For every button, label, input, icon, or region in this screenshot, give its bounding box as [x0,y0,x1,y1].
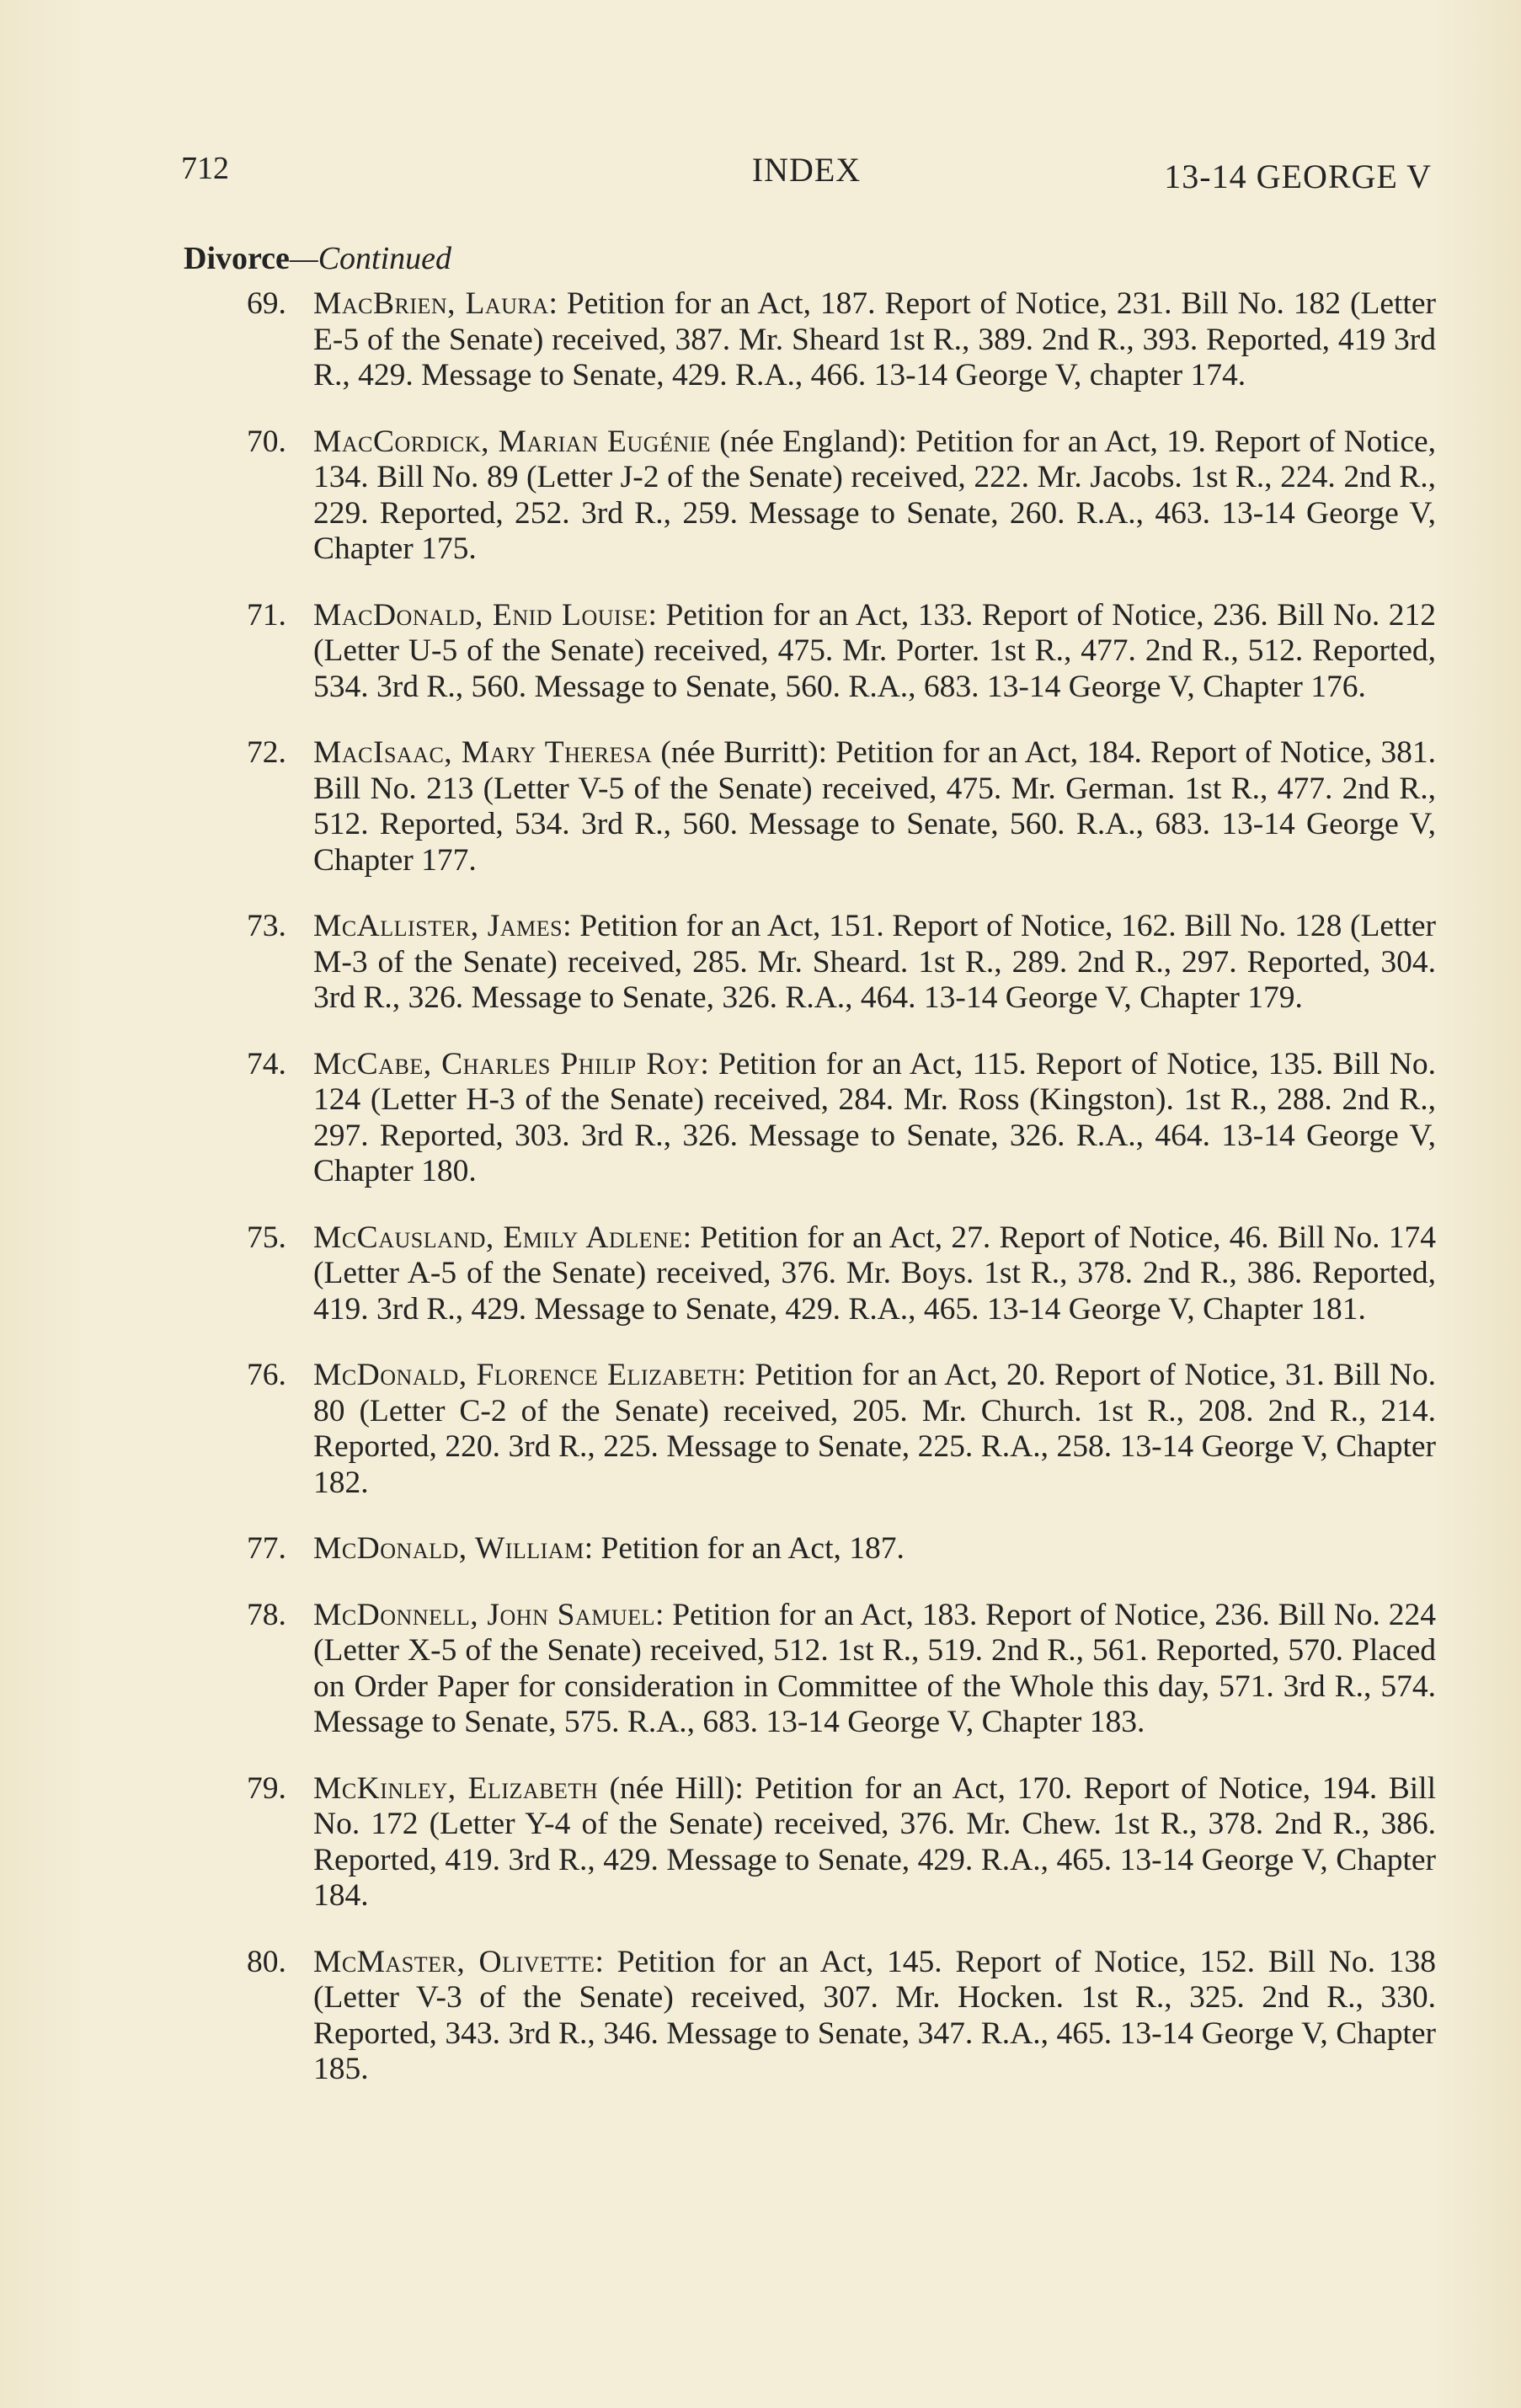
entry-number: 79. [247,1770,286,1806]
entry-list [181,286,1436,2118]
list-item [181,909,1436,1017]
entry-text: : Petition for an Act, 27. Report of Notice, 46. Bill No. 174 (Letter A-5 of the Senate) received, 376. Mr. Boys. 1st R., 378. 2nd R., 386. Reported, 419. 3rd R., 429. Message to Senate, 429. R.A., 465. 13-14 George V, Chapter 181. [313,1220,1436,1327]
entry-text: (née Burritt): Petition for an Act, 184. Report of Notice, 381. Bill No. 213 (Letter V-5 of the Senate) received, 475. Mr. German. 1st R., 477. 2nd R., 512. Reported, 534. 3rd R., 560. Message to Senate, 560. R.A., 683. 13-14 George V, Chapter 177. [313,735,1436,878]
list-item [181,286,1436,394]
entry-text: (née England): Petition for an Act, 19. Report of Notice, 134. Bill No. 89 (Letter J-2 of the Senate) received, 222. Mr. Jacobs. 1st R., 224. 2nd R., 229. Reported, 252. 3rd R., 259. Message to Senate, 260. R.A., 463. 13-14 George V, Chapter 175. [313,424,1436,566]
list-item [181,598,1436,706]
list-item [181,735,1436,878]
list-item [181,1047,1436,1190]
entry-number: 70. [247,424,286,459]
session-label: 13-14 GEORGE V [1164,158,1432,195]
entry-name: McDonald, William [313,1531,584,1566]
entry-text: : Petition for an Act, 145. Report of Notice, 152. Bill No. 138 (Letter V-3 of the Senate) received, 307. Mr. Hocken. 1st R., 325. 2nd R., 330. Reported, 343. 3rd R., 346. Message to Senate, 347. R.A., 465. 13-14 George V, Chapter 185. [313,1944,1436,2086]
list-item [181,1220,1436,1328]
entry-number: 78. [247,1597,286,1632]
entry-name: MacBrien, Laura [313,286,549,321]
list-item [181,1598,1436,1741]
running-head [181,150,1432,200]
entry-name: McCausland, Emily Adlene [313,1220,683,1255]
entry-name: McCabe, Charles Philip Roy [313,1046,701,1081]
page-number: 712 [181,151,229,186]
entry-name: MacCordick, Marian Eugénie [313,424,712,459]
entry-text: : Petition for an Act, 187. [584,1531,905,1566]
entry-number: 72. [247,735,286,770]
entry-name: McDonald, Florence Elizabeth [313,1358,738,1392]
entry-name: MacIsaac, Mary Theresa [313,735,653,770]
page-title: INDEX [751,151,862,189]
section-heading [184,240,451,277]
entry-text: : Petition for an Act, 133. Report of Notice, 236. Bill No. 212 (Letter U-5 of the Senate) received, 475. Mr. Porter. 1st R., 477. 2nd R., 512. Reported, 534. 3rd R., 560. Message to Senate, 560. R.A., 683. 13-14 George V, Chapter 176. [313,597,1436,704]
entry-number: 75. [247,1220,286,1255]
entry-name: McDonnell, John Samuel [313,1597,655,1632]
list-item [181,424,1436,568]
entry-number: 69. [247,286,286,321]
list-item [181,1945,1436,2088]
entry-text: (née Hill): Petition for an Act, 170. Report of Notice, 194. Bill No. 172 (Letter Y-4 of the Senate) received, 376. Mr. Chew. 1st R., 378. 2nd R., 386. Reported, 419. 3rd R., 429. Message to Senate, 429. R.A., 465. 13-14 George V, Chapter 184. [313,1770,1437,1913]
entry-name: MacDonald, Enid Louise [313,597,648,633]
entry-name: McMaster, Olivette [313,1944,595,1979]
entry-text: : Petition for an Act, 187. Report of Notice, 231. Bill No. 182 (Letter E-5 of the Senate) received, 387. Mr. Sheard 1st R., 389. 2nd R., 393. Reported, 419 3rd R., 429. Message to Senate, 429. R.A., 466. 13-14 George V, chapter 174. [313,286,1436,392]
entry-name: McAllister, James [313,909,563,943]
entry-number: 73. [247,909,286,943]
section-continued: —Continued [289,241,452,276]
entry-number: 74. [247,1046,286,1081]
entry-number: 80. [247,1944,286,1979]
entry-text: : Petition for an Act, 115. Report of Notice, 135. Bill No. 124 (Letter H-3 of the Senate) received, 284. Mr. Ross (Kingston). 1st R., 288. 2nd R., 297. Reported, 303. 3rd R., 326. Message to Senate, 326. R.A., 464. 13-14 George V, Chapter 180. [313,1046,1436,1188]
section-topic: Divorce [184,241,290,276]
entry-number: 76. [247,1358,286,1392]
entry-text: : Petition for an Act, 20. Report of Notice, 31. Bill No. 80 (Letter C-2 of the Senate) received, 205. Mr. Church. 1st R., 208. 2nd R., 214. Reported, 220. 3rd R., 225. Message to Senate, 225. R.A., 258. 13-14 George V, Chapter 182. [313,1358,1436,1500]
entry-text: : Petition for an Act, 183. Report of Notice, 236. Bill No. 224 (Letter X-5 of the Senate) received, 512. 1st R., 519. 2nd R., 561. Reported, 570. Placed on Order Paper for consideration in Committee of the Whole this day, 571. 3rd R., 574. Message to Senate, 575. R.A., 683. 13-14 George V, Chapter 183. [313,1597,1436,1739]
entry-name: McKinley, Elizabeth [313,1770,599,1806]
list-item [181,1531,1436,1567]
list-item [181,1358,1436,1501]
list-item [181,1771,1436,1914]
entry-number: 71. [247,597,286,633]
entry-text: : Petition for an Act, 151. Report of Notice, 162. Bill No. 128 (Letter M-3 of the Senate) received, 285. Mr. Sheard. 1st R., 289. 2nd R., 297. Reported, 304. 3rd R., 326. Message to Senate, 326. R.A., 464. 13-14 George V, Chapter 179. [313,909,1436,1015]
entry-number: 77. [247,1531,286,1566]
